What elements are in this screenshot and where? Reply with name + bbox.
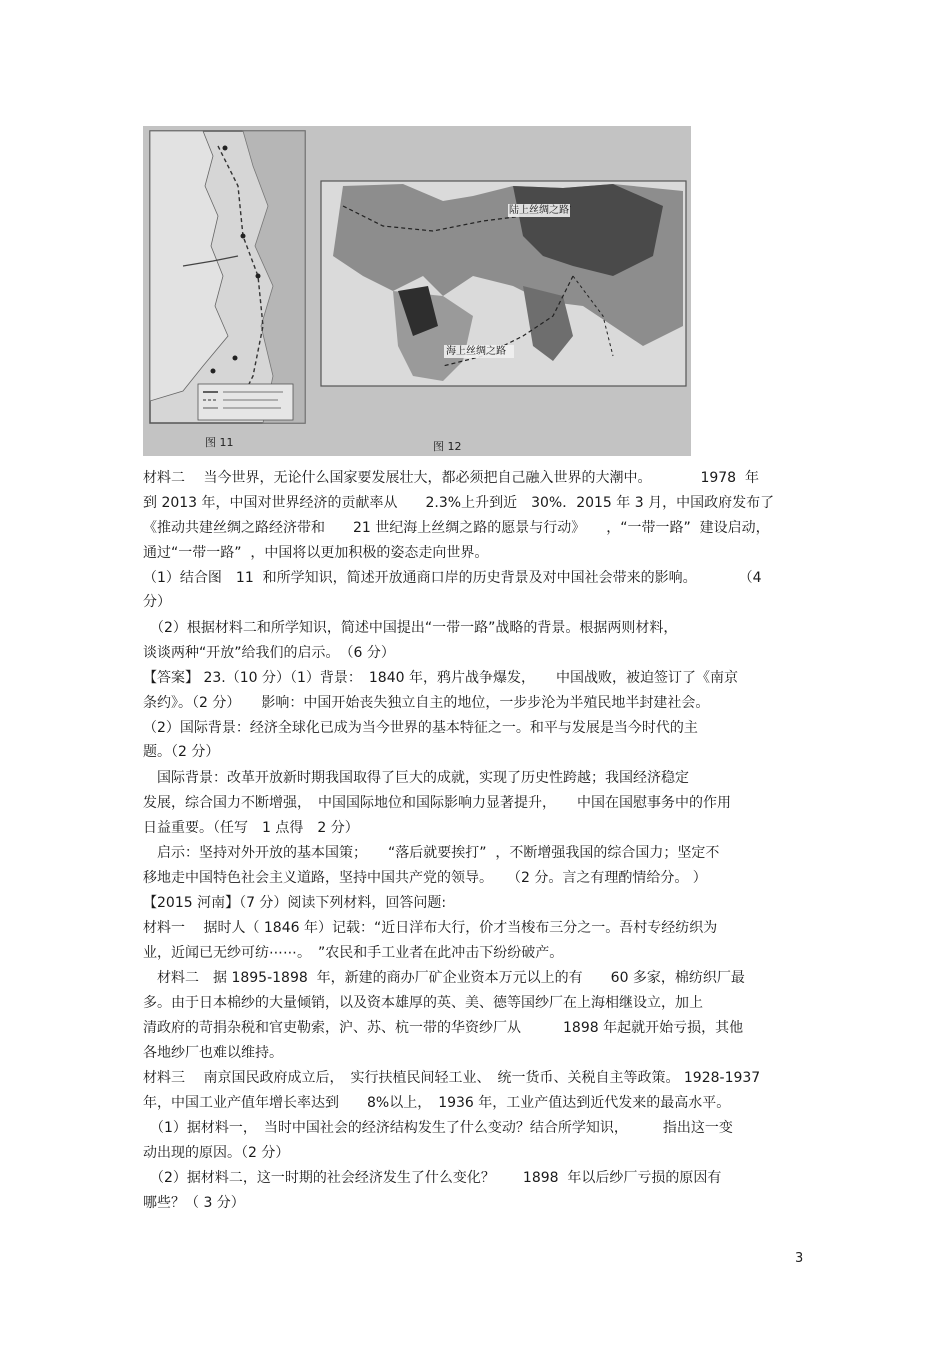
text-line: 各地纱厂也难以维持。 [143,1045,283,1061]
text-line: （1）结合图 11 和所学知识，简述开放通商口岸的历史背景及对中国社会带来的影响。 （4 [143,570,762,586]
text-line: 【2015 河南】（7 分）阅读下列材料，回答问题: [143,895,447,911]
text-line: （2）根据材料二和所学知识，简述中国提出“一带一路”战略的背景。根据两则材料， [143,620,678,636]
text-line: 分） [143,594,171,610]
figure-12-caption: 图 12 [433,440,462,453]
text-line: 启示：坚持对外开放的基本国策； “落后就要挨打” ，不断增强我国的综合国力；坚定不 [143,845,720,861]
text-line: （1）据材料一， 当时中国社会的经济结构发生了什么变动？结合所学知识， 指出这一变 [143,1120,733,1136]
map-figure-svg [143,126,691,456]
page-number: 3 [795,1251,804,1266]
text-line: 材料二 据 1895-1898 年，新建的商办厂矿企业资本万元以上的有 60 多家，棉纺织厂最 [143,970,745,986]
map-figure [143,126,691,456]
text-line: 题。（2 分） [143,744,220,760]
text-line: 动出现的原因。（2 分） [143,1145,290,1161]
text-line: 清政府的苛捐杂税和官吏勒索，沪、苏、杭一带的华资纱厂从 1898 年起就开始亏损，其他 [143,1020,744,1036]
text-line: 业，近闻已无纱可纺⋯⋯。 ”农民和手工业者在此冲击下纷纷破产。 [143,945,564,961]
text-line: 移地走中国特色社会主义道路，坚持中国共产党的领导。 （2 分。言之有理酌情给分。 ） [143,870,707,886]
text-line: 到 2013 年，中国对世界经济的贡献率从 2.3%上升到近 30%．2015 年 3 月，中国政府发布了 [143,495,775,511]
text-line: 【答案】 23.（10 分）（1）背景： 1840 年，鸦片战争爆发， 中国战败，被迫签订了《南京 [143,670,738,686]
text-line: 谈谈两种“开放”给我们的启示。 （6 分） [143,645,395,661]
text-line: 材料三 南京国民政府成立后， 实行扶植民间轻工业、 统一货币、关税自主等政策。 1928-1937 [143,1070,761,1086]
figure-11-caption: 图 11 [205,436,234,449]
text-line: （2）国际背景：经济全球化已成为当今世界的基本特征之一。和平与发展是当今时代的主 [143,720,698,736]
text-line: 材料二 当今世界，无论什么国家要发展壮大，都必须把自己融入世界的大潮中。 1978 年 [143,470,759,486]
map-label-sea-route: 海上丝绸之路 [446,346,506,357]
text-line: 多。由于日本棉纱的大量倾销，以及资本雄厚的英、美、德等国纱厂在上海相继设立，加上 [143,995,703,1011]
text-line: 年，中国工业产值年增长率达到 8%以上， 1936 年，工业产值达到近代发来的最高水平。 [143,1095,731,1111]
text-line: 发展，综合国力不断增强， 中国国际地位和国际影响力显著提升， 中国在国慰事务中的作用 [143,795,731,811]
text-line: 国际背景：改革开放新时期我国取得了巨大的成就，实现了历史性跨越；我国经济稳定 [143,770,689,786]
text-line: 材料一 据时人（ 1846 年）记载：“近日洋布大行，价才当梭布三分之一。吾村专经纺织为 [143,920,718,936]
text-line: 通过“一带一路” ，中国将以更加积极的姿态走向世界。 [143,545,489,561]
text-line: 日益重要。（任写 1 点得 2 分） [143,820,359,836]
text-line: 哪些？（ 3 分） [143,1195,245,1211]
map-label-land-route: 陆上丝绸之路 [509,205,569,216]
text-line: 条约》。（2 分） 影响：中国开始丧失独立自主的地位，一步步沦为半殖民地半封建社会。 [143,695,710,711]
text-line: （2）据材料二，这一时期的社会经济发生了什么变化？ 1898 年以后纱厂亏损的原因有 [143,1170,722,1186]
text-line: 《推动共建丝绸之路经济带和 21 世纪海上丝绸之路的愿景与行动》 ，“一带一路” 建设启动， [143,520,770,536]
